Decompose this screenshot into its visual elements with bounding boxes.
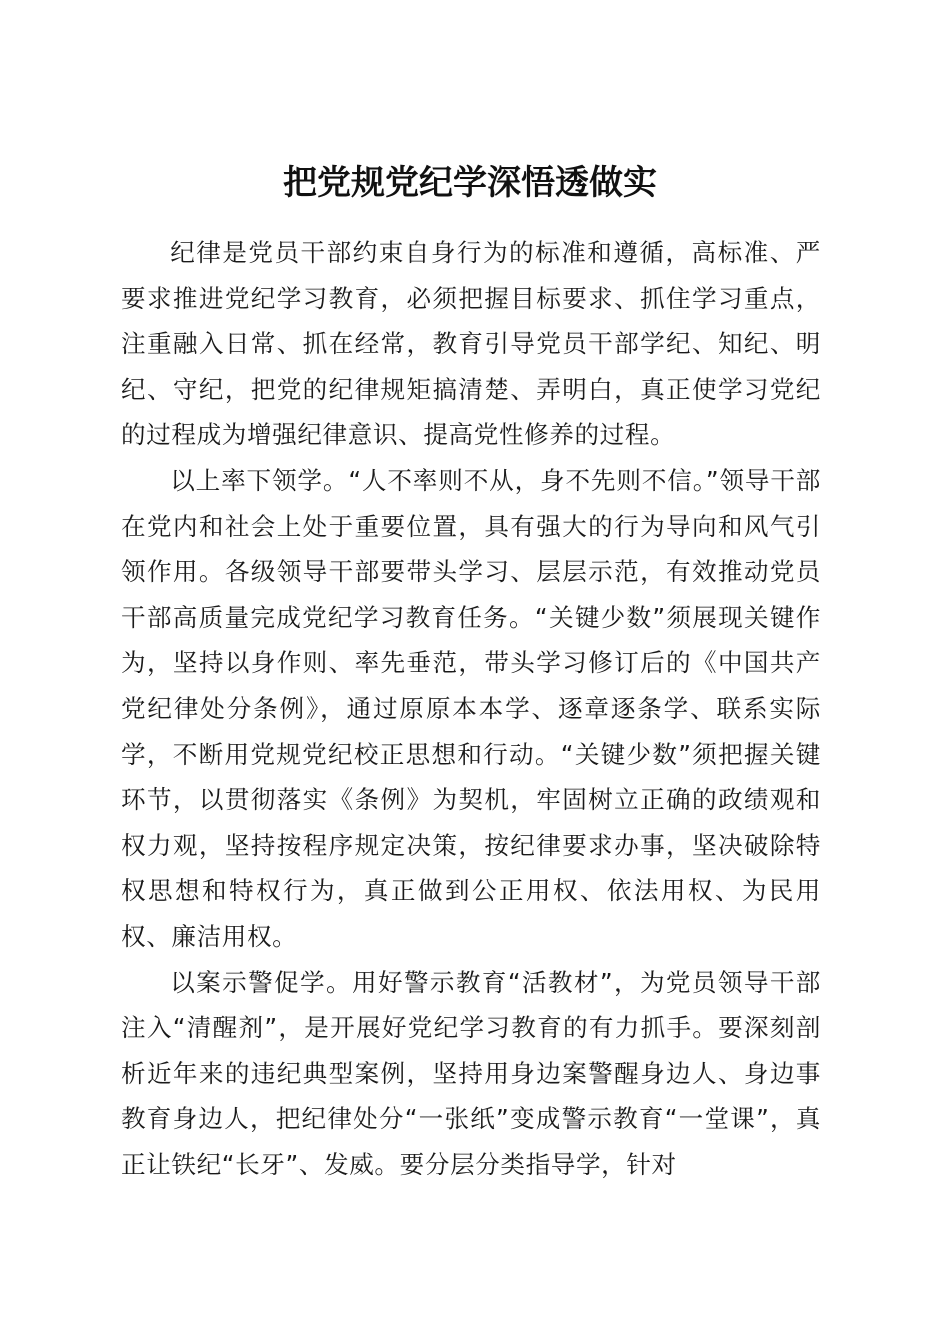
document-body <box>121 230 821 1187</box>
document-title: 把党规党纪学深悟透做实 <box>283 162 657 203</box>
paragraph-intro: 纪律是党员干部约束自身行为的标准和遵循，高标准、严要求推进党纪学习教育，必须把握目标要求、抓住学习重点，注重融入日常、抓在经常，教育引导党员干部学纪、知纪、明纪、守纪，把党的纪律规矩搞清楚、弄明白，真正使学习党纪的过程成为增强纪律意识、提高党性修养的过程。 <box>121 238 821 450</box>
paragraph-warning-cases: 以案示警促学。用好警示教育“活教材”，为党员领导干部注入“清醒剂”，是开展好党纪学习教育的有力抓手。要深刻剖析近年来的违纪典型案例，坚持用身边案警醒身边人、身边事教育身边人，把纪律处分“一张纸”变成警示教育“一堂课”，真正让铁纪“长牙”、发威。要分层分类指导学，针对 <box>121 967 821 1179</box>
paragraph-lead-by-example: 以上率下领学。“人不率则不从，身不先则不信。”领导干部在党内和社会上处于重要位置，具有强大的行为导向和风气引领作用。各级领导干部要带头学习、层层示范，有效推动党员干部高质量完成党纪学习教育任务。“关键少数”须展现关键作为，坚持以身作则、率先垂范，带头学习修订后的《中国共产党纪律处分条例》，通过原原本本学、逐章逐条学、联系实际学，不断用党规党纪校正思想和行动。“关键少数”须把握关键环节，以贯彻落实《条例》为契机，牢固树立正确的政绩观和权力观，坚持按程序规定决策，按纪律要求办事，坚决破除特权思想和特权行为，真正做到公正用权、依法用权、为民用权、廉洁用权。 <box>121 465 821 951</box>
